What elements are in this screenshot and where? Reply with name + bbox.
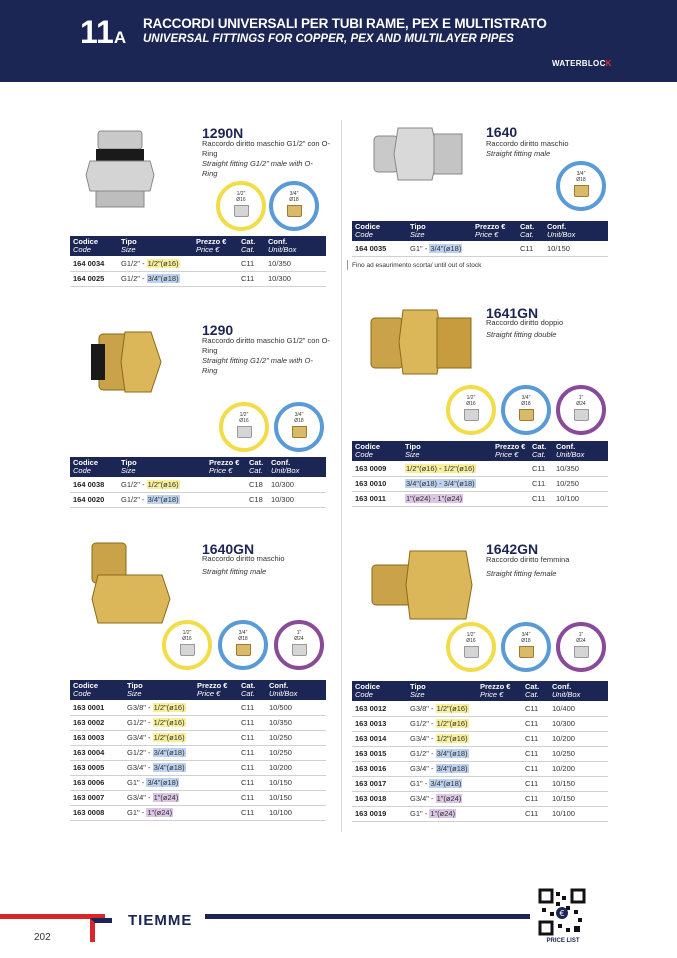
- table-cell: C11: [238, 760, 266, 775]
- col-type: Tipo Size: [118, 236, 193, 256]
- table-cell: [477, 806, 522, 821]
- table-cell: [477, 776, 522, 791]
- product-code-1641gn: 1641GN: [486, 305, 539, 321]
- table-cell: 164 0035: [352, 241, 407, 256]
- table-cell: G1/2" - 3/4"(ø18): [124, 745, 194, 760]
- table-cell: C11: [522, 806, 549, 821]
- table-cell: G1/2" - 3/4"(ø18): [118, 271, 193, 286]
- product-photo-1290n: [80, 125, 160, 213]
- table-cell: [477, 791, 522, 806]
- table-header: Prezzo € Price €: [194, 680, 238, 700]
- table-cell: C11: [238, 730, 266, 745]
- product-table-1290: [70, 457, 326, 508]
- table-cell: 10/350: [266, 715, 326, 730]
- table-row: [352, 461, 608, 476]
- table-cell: [194, 760, 238, 775]
- table-row: [352, 746, 608, 761]
- size-circle-16: 1/2" Ø16: [219, 402, 269, 452]
- table-cell: C11: [522, 731, 549, 746]
- product-code-1640: 1640: [486, 124, 518, 140]
- table-row: [70, 492, 326, 507]
- section-title-en: UNIVERSAL FITTINGS FOR COPPER, PEX AND MULTILAYER PIPES: [143, 33, 514, 45]
- table-cell: C11: [238, 745, 266, 760]
- table-cell: G3/8" - 1/2"(ø16): [124, 700, 194, 715]
- size-circle-18: 3/4" Ø18: [501, 385, 551, 435]
- table-cell: 10/350: [265, 256, 326, 271]
- table-cell: 163 0018: [352, 791, 407, 806]
- table-cell: 1"(ø24) - 1"(ø24): [402, 491, 492, 506]
- product-code-1290: 1290: [202, 322, 234, 338]
- table-cell: 163 0005: [70, 760, 124, 775]
- table-cell: 10/200: [549, 761, 608, 776]
- size-circle-16: 1/2" Ø16: [216, 181, 266, 231]
- product-desc-it: Raccordo diritto maschio G1/2” con O-Ring: [202, 139, 330, 158]
- table-cell: G1" - 1"(ø24): [407, 806, 477, 821]
- table-header: Conf. Unit/Box: [266, 680, 326, 700]
- product-table-1640gn: [70, 680, 326, 821]
- table-cell: 10/100: [553, 491, 608, 506]
- table-cell: C11: [529, 491, 553, 506]
- table-cell: C11: [522, 776, 549, 791]
- table-cell: 163 0010: [352, 476, 402, 491]
- product-code-1290n: 1290N: [202, 125, 244, 141]
- size-circle-16: 1/2" Ø16: [162, 620, 212, 670]
- table-cell: C11: [522, 701, 549, 716]
- table-cell: 163 0016: [352, 761, 407, 776]
- column-divider: [341, 120, 342, 832]
- table-row: [352, 491, 608, 506]
- table-row: [352, 701, 608, 716]
- col-code: Codice Code: [70, 236, 118, 256]
- product-desc-en: Straight fitting female: [486, 569, 557, 578]
- product-desc-it: Raccordo diritto maschio G1/2” con O-Ring: [202, 336, 330, 355]
- col-cat: Cat. Cat.: [238, 236, 265, 256]
- product-photo-1642gn: [366, 545, 478, 625]
- product-desc-it: Raccordo diritto maschio: [202, 554, 285, 563]
- table-cell: [492, 476, 529, 491]
- table-cell: 163 0009: [352, 461, 402, 476]
- table-cell: G3/4" - 1/2"(ø16): [124, 730, 194, 745]
- table-cell: G1" - 3/4"(ø18): [407, 241, 472, 256]
- col-conf: Conf. Unit/Box: [265, 236, 326, 256]
- table-cell: 10/400: [549, 701, 608, 716]
- table-cell: 10/150: [266, 775, 326, 790]
- table-cell: 10/100: [266, 805, 326, 820]
- table-header: Codice Code: [70, 457, 118, 477]
- table-cell: C11: [522, 716, 549, 731]
- table-cell: C18: [246, 477, 268, 492]
- table-cell: 10/150: [266, 790, 326, 805]
- table-cell: [194, 715, 238, 730]
- product-photo-1640gn: [78, 535, 178, 627]
- size-circle-16: 1/2" Ø16: [446, 385, 496, 435]
- table-cell: G1/2" - 1/2"(ø16): [118, 256, 193, 271]
- table-cell: C11: [238, 775, 266, 790]
- table-cell: [194, 805, 238, 820]
- table-cell: G1/2" - 3/4"(ø18): [407, 746, 477, 761]
- table-cell: C11: [522, 761, 549, 776]
- table-cell: 10/300: [549, 716, 608, 731]
- table-cell: 10/150: [549, 791, 608, 806]
- table-cell: 163 0011: [352, 491, 402, 506]
- table-cell: 164 0038: [70, 477, 118, 492]
- page-header: [0, 0, 677, 82]
- tiemme-logo-mark: [90, 918, 112, 942]
- table-cell: [472, 241, 517, 256]
- col-price: Prezzo € Price €: [193, 236, 238, 256]
- table-cell: G3/8" - 1/2"(ø16): [407, 701, 477, 716]
- table-cell: [194, 790, 238, 805]
- table-header: Codice Code: [70, 680, 124, 700]
- table-row: [70, 271, 326, 286]
- table-cell: 10/100: [549, 806, 608, 821]
- table-cell: G3/4" - 1/2"(ø16): [407, 731, 477, 746]
- table-cell: G1" - 3/4"(ø18): [407, 776, 477, 791]
- table-row: [70, 730, 326, 745]
- table-cell: [206, 492, 246, 507]
- table-cell: 10/250: [266, 745, 326, 760]
- qr-code-icon[interactable]: [538, 888, 586, 936]
- product-desc-en: Straight fitting G1/2” male with O- Ring: [202, 159, 313, 178]
- tiemme-logo: TIEMME: [128, 912, 193, 929]
- size-circle-24: 1" Ø24: [556, 622, 606, 672]
- product-code-1640gn: 1640GN: [202, 541, 255, 557]
- product-desc-it: Raccordo diritto doppio: [486, 318, 564, 327]
- table-cell: [477, 746, 522, 761]
- table-cell: 1/2"(ø16) - 1/2"(ø16): [402, 461, 492, 476]
- table-row: [352, 761, 608, 776]
- table-cell: C11: [522, 746, 549, 761]
- section-number: 11A: [80, 14, 127, 50]
- table-cell: 10/350: [553, 461, 608, 476]
- table-header: Codice Code: [352, 441, 402, 461]
- footer-blue-bar: [205, 914, 530, 919]
- table-cell: G1/2" - 1/2"(ø16): [124, 715, 194, 730]
- table-cell: 163 0015: [352, 746, 407, 761]
- table-cell: [492, 461, 529, 476]
- table-cell: G1/2" - 1/2"(ø16): [407, 716, 477, 731]
- table-cell: G1" - 3/4"(ø18): [124, 775, 194, 790]
- table-header: Cat. Cat.: [529, 441, 553, 461]
- table-row: [70, 715, 326, 730]
- note-marker: [347, 260, 348, 270]
- table-cell: C18: [246, 492, 268, 507]
- product-table-1642gn: [352, 681, 608, 822]
- table-row: [70, 745, 326, 760]
- section-title-it: RACCORDI UNIVERSALI PER TUBI RAME, PEX E MULTISTRATO: [143, 16, 547, 31]
- table-cell: 10/250: [553, 476, 608, 491]
- table-row: [352, 791, 608, 806]
- table-cell: G3/4" - 1"(ø24): [124, 790, 194, 805]
- table-cell: 164 0020: [70, 492, 118, 507]
- table-cell: C11: [238, 256, 265, 271]
- table-cell: 163 0007: [70, 790, 124, 805]
- table-cell: [206, 477, 246, 492]
- product-table-1641gn: [352, 441, 608, 507]
- table-cell: [477, 716, 522, 731]
- page-number: 202: [34, 932, 51, 943]
- table-cell: 10/300: [268, 477, 326, 492]
- table-row: [352, 716, 608, 731]
- table-cell: 10/150: [544, 241, 608, 256]
- table-cell: [477, 701, 522, 716]
- table-cell: G3/4" - 3/4"(ø18): [124, 760, 194, 775]
- table-cell: [193, 271, 238, 286]
- table-row: [352, 241, 608, 256]
- table-cell: 164 0025: [70, 271, 118, 286]
- table-header: Cat. Cat.: [238, 680, 266, 700]
- table-header: Conf. Unit/Box: [544, 221, 608, 241]
- table-header: Tipo Size: [407, 681, 477, 701]
- table-header: Tipo Size: [118, 457, 206, 477]
- size-circle-16: 1/2" Ø16: [446, 622, 496, 672]
- product-desc-it: Raccordo diritto maschio: [486, 139, 569, 148]
- table-header: Cat. Cat.: [517, 221, 544, 241]
- product-photo-1640: [368, 118, 468, 190]
- table-cell: C11: [522, 791, 549, 806]
- table-cell: C11: [238, 700, 266, 715]
- table-cell: 10/150: [549, 776, 608, 791]
- table-cell: C11: [238, 715, 266, 730]
- size-circle-18: 3/4" Ø18: [501, 622, 551, 672]
- table-cell: C11: [529, 461, 553, 476]
- table-cell: 163 0004: [70, 745, 124, 760]
- table-cell: 10/500: [266, 700, 326, 715]
- product-desc-en: Straight fitting double: [486, 330, 557, 339]
- product-desc-en: Straight fitting G1/2” male with O- Ring: [202, 356, 313, 375]
- product-code-1642gn: 1642GN: [486, 541, 539, 557]
- table-row: [70, 805, 326, 820]
- size-circle-24: 1" Ø24: [274, 620, 324, 670]
- table-cell: G1/2" - 3/4"(ø18): [118, 492, 206, 507]
- size-circle-18: 3/4" Ø18: [274, 402, 324, 452]
- table-row: [70, 760, 326, 775]
- table-header: Tipo Size: [407, 221, 472, 241]
- table-cell: [194, 700, 238, 715]
- table-cell: [477, 761, 522, 776]
- table-cell: 163 0014: [352, 731, 407, 746]
- product-desc-en: Straight fitting male: [486, 149, 551, 158]
- table-cell: 10/250: [549, 746, 608, 761]
- table-row: [352, 776, 608, 791]
- product-table-1640: [352, 221, 608, 257]
- table-header: Prezzo € Price €: [477, 681, 522, 701]
- table-cell: 163 0006: [70, 775, 124, 790]
- table-cell: G3/4" - 3/4"(ø18): [407, 761, 477, 776]
- table-cell: 163 0019: [352, 806, 407, 821]
- table-header: Codice Code: [352, 221, 407, 241]
- table-cell: C11: [517, 241, 544, 256]
- table-cell: G1/2" - 1/2"(ø16): [118, 477, 206, 492]
- table-cell: 10/300: [265, 271, 326, 286]
- price-list-label: PRICE LIST: [546, 938, 580, 944]
- table-header: Tipo Size: [402, 441, 492, 461]
- product-desc-en: Straight fitting male: [202, 567, 267, 576]
- table-header: Codice Code: [352, 681, 407, 701]
- table-row: [352, 806, 608, 821]
- table-cell: 10/250: [266, 730, 326, 745]
- table-header: Conf. Unit/Box: [553, 441, 608, 461]
- product-photo-1641gn: [365, 304, 477, 382]
- table-row: [352, 731, 608, 746]
- table-cell: [194, 775, 238, 790]
- table-cell: 3/4"(ø18) - 3/4"(ø18): [402, 476, 492, 491]
- table-cell: [194, 730, 238, 745]
- table-cell: 163 0017: [352, 776, 407, 791]
- table-cell: C11: [529, 476, 553, 491]
- table-cell: 164 0034: [70, 256, 118, 271]
- table-cell: C11: [238, 805, 266, 820]
- table-header: Prezzo € Price €: [492, 441, 529, 461]
- table-cell: [194, 745, 238, 760]
- table-header: Conf. Unit/Box: [268, 457, 326, 477]
- table-cell: 10/300: [268, 492, 326, 507]
- table-row: [70, 256, 326, 271]
- product-table-1290n: [70, 236, 326, 287]
- table-row: [70, 700, 326, 715]
- product-desc-it: Raccordo diritto femmina: [486, 555, 570, 564]
- table-cell: 10/200: [266, 760, 326, 775]
- size-circle-18: 3/4" Ø18: [269, 181, 319, 231]
- size-circle-18: 3/4" Ø18: [218, 620, 268, 670]
- table-cell: 163 0003: [70, 730, 124, 745]
- table-header: Tipo Size: [124, 680, 194, 700]
- table-header: Prezzo € Price €: [206, 457, 246, 477]
- table-row: [352, 476, 608, 491]
- stock-note: Fino ad esaurimento scorta/ until out of stock: [352, 262, 482, 269]
- size-circle-18: 3/4" Ø18: [556, 161, 606, 211]
- waterblock-logo: WATERBLOCK: [552, 59, 612, 68]
- table-cell: C11: [238, 790, 266, 805]
- table-cell: 163 0001: [70, 700, 124, 715]
- table-cell: [193, 256, 238, 271]
- table-header: Cat. Cat.: [522, 681, 549, 701]
- table-cell: G1" - 1"(ø24): [124, 805, 194, 820]
- table-cell: 10/200: [549, 731, 608, 746]
- table-cell: 163 0013: [352, 716, 407, 731]
- table-cell: [492, 491, 529, 506]
- table-header: Conf. Unit/Box: [549, 681, 608, 701]
- table-cell: 163 0008: [70, 805, 124, 820]
- product-photo-1290: [85, 322, 167, 402]
- table-cell: 163 0002: [70, 715, 124, 730]
- table-row: [70, 477, 326, 492]
- svg-text:€: €: [559, 909, 565, 918]
- table-header: Cat. Cat.: [246, 457, 268, 477]
- table-cell: 163 0012: [352, 701, 407, 716]
- table-row: [70, 775, 326, 790]
- table-cell: C11: [238, 271, 265, 286]
- table-cell: [477, 731, 522, 746]
- table-cell: G3/4" - 1"(ø24): [407, 791, 477, 806]
- table-row: [70, 790, 326, 805]
- size-circle-24: 1" Ø24: [556, 385, 606, 435]
- table-header: Prezzo € Price €: [472, 221, 517, 241]
